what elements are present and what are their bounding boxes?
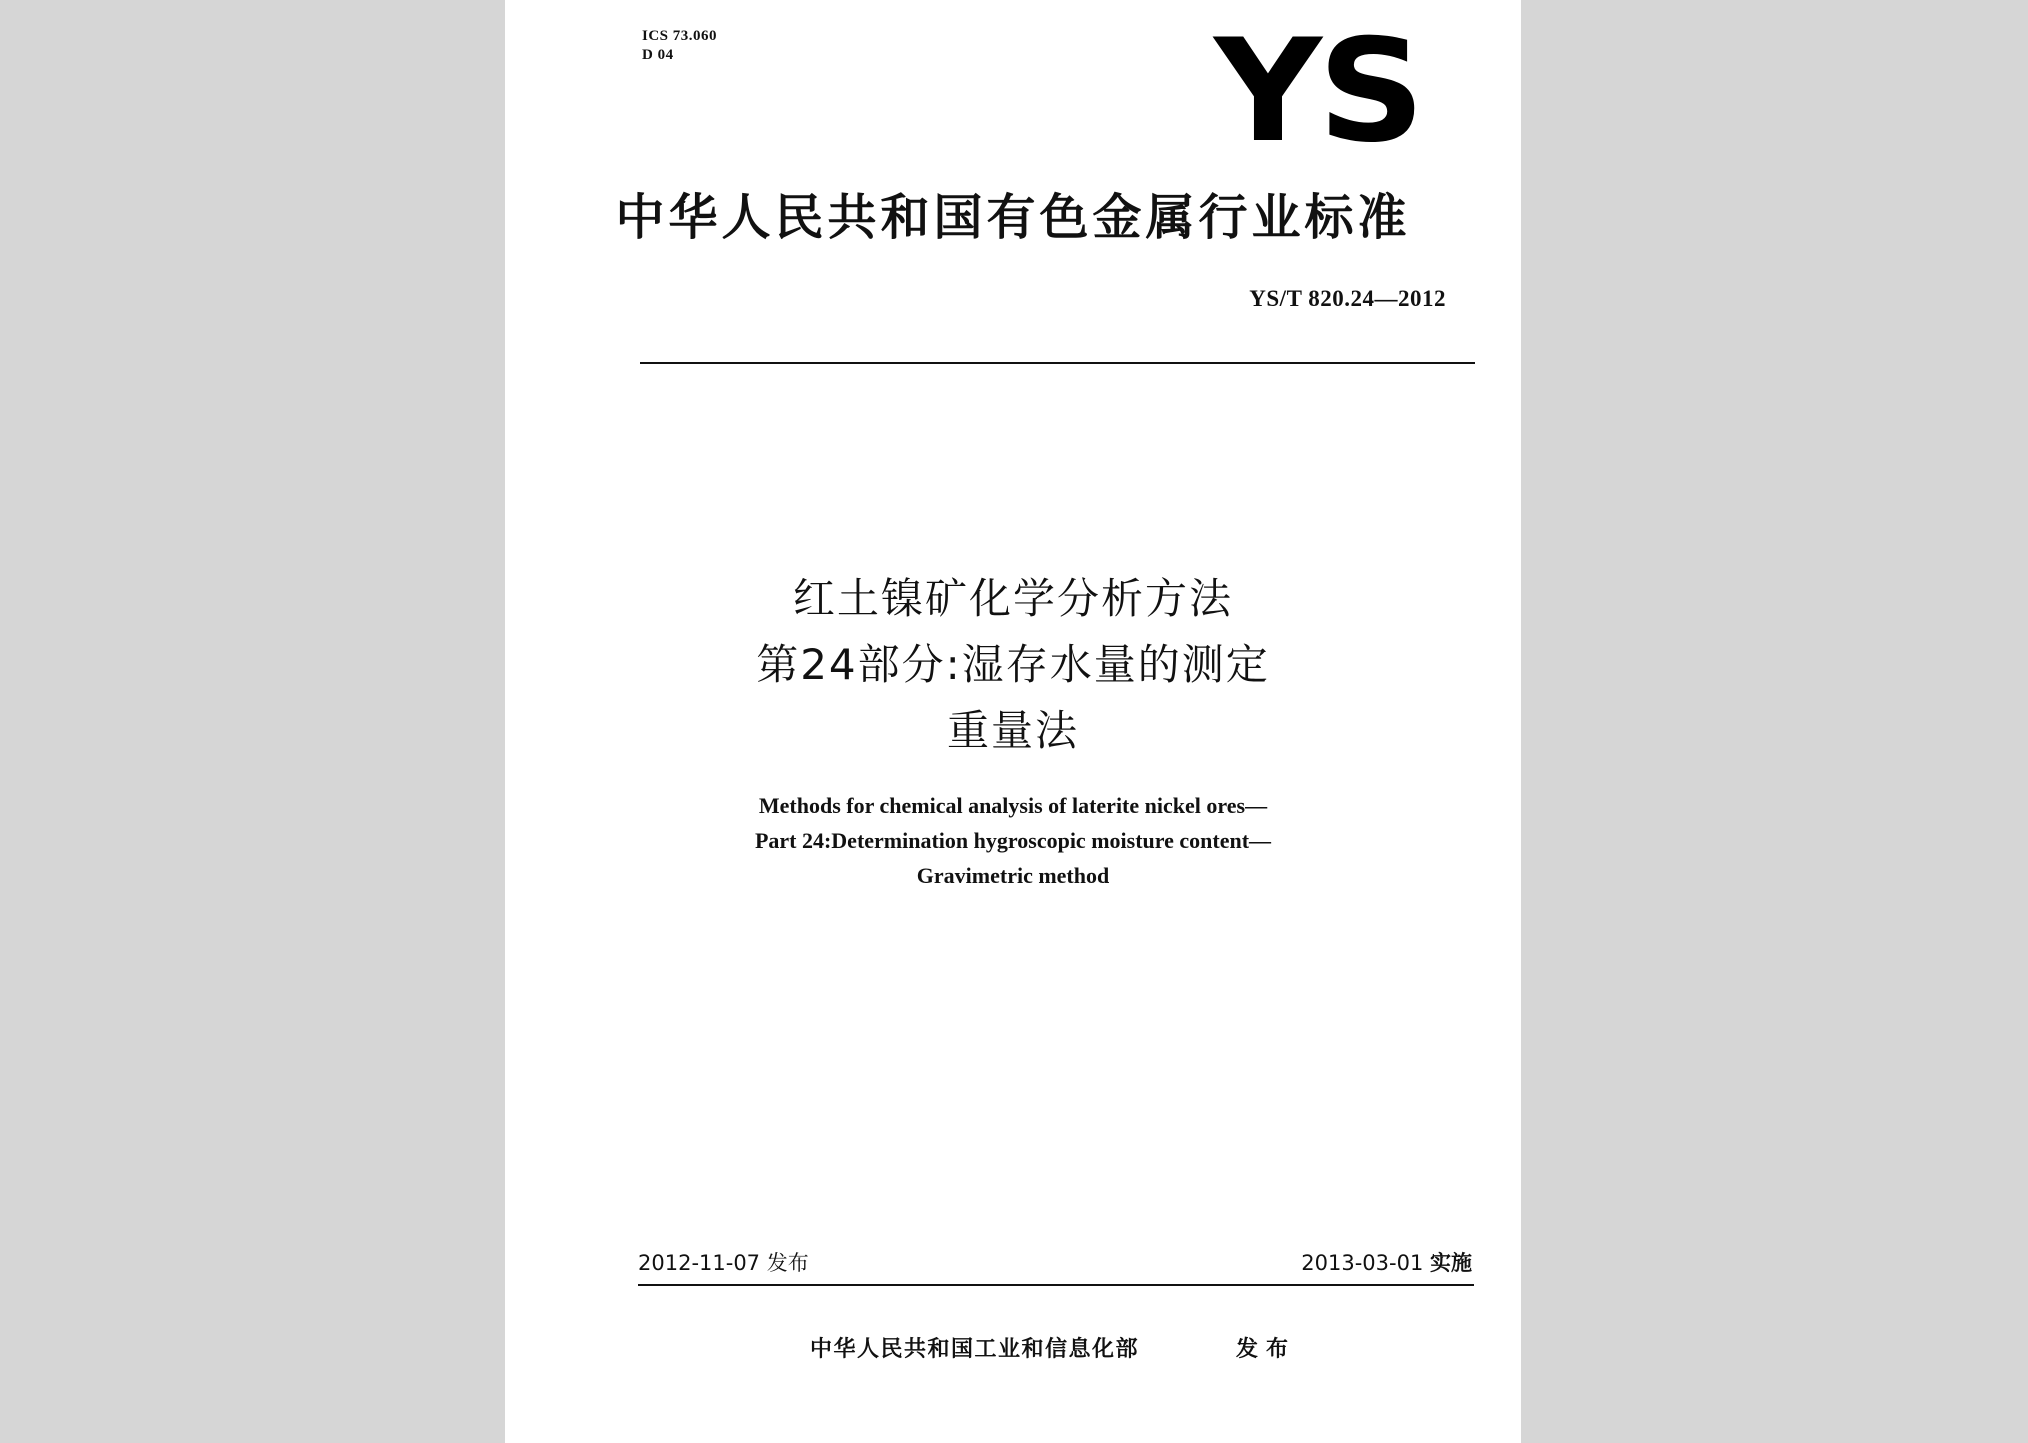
publish-label: 发布 <box>1236 1337 1297 1362</box>
ys-logo: YS <box>1214 9 1421 174</box>
issue-date-block <box>638 1249 809 1277</box>
chinese-title-line-1: 红土镍矿化学分析方法 <box>792 574 1233 623</box>
standard-number: YS/T 820.24—2012 <box>1249 286 1446 311</box>
publisher-name: 中华人民共和国工业和信息化部 <box>810 1337 1140 1362</box>
english-title-line-2: Part 24:Determination hygroscopic moisture content— <box>754 828 1272 853</box>
chinese-title-line-3: 重量法 <box>946 706 1079 755</box>
header-divider <box>640 362 1475 364</box>
implement-date: 2013-03-01 <box>1301 1251 1424 1275</box>
issue-label: 发布 <box>766 1251 809 1275</box>
english-title-line-1: Methods for chemical analysis of laterite nickel ores— <box>758 793 1268 818</box>
chinese-title-line-2: 第24部分:湿存水量的测定 <box>756 640 1270 689</box>
standard-category-title: 中华人民共和国有色金属行业标准 <box>615 189 1411 246</box>
implement-label: 实施 <box>1430 1251 1472 1275</box>
chinese-title <box>505 566 1521 764</box>
english-title-line-3: Gravimetric method <box>916 863 1110 888</box>
classification-codes <box>642 27 717 65</box>
ics-code: ICS 73.060 <box>642 28 718 44</box>
implement-date-block <box>1301 1249 1472 1277</box>
english-title <box>505 788 1521 893</box>
issue-date: 2012-11-07 <box>638 1251 761 1275</box>
document-page <box>505 0 1521 1443</box>
ccs-code: D 04 <box>642 47 674 63</box>
footer-divider <box>638 1284 1474 1286</box>
